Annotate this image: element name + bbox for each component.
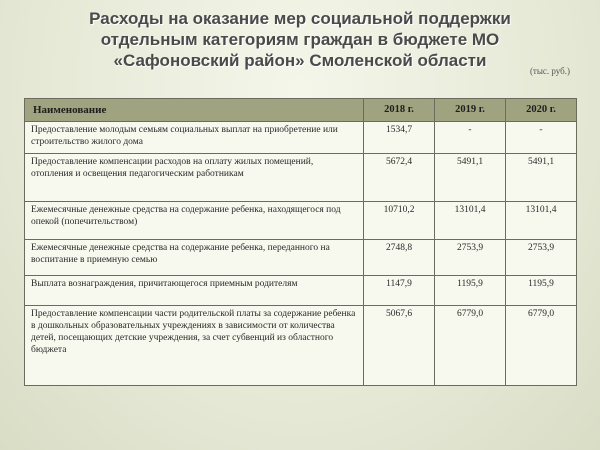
table-row bbox=[25, 276, 577, 306]
header-2019: 2019 г. bbox=[435, 99, 506, 122]
cell-2019: 13101,4 bbox=[435, 202, 506, 240]
cell-2020: 1195,9 bbox=[506, 276, 577, 306]
table-row bbox=[25, 240, 577, 276]
expenses-table bbox=[24, 98, 577, 386]
cell-2019: 5491,1 bbox=[435, 154, 506, 202]
cell-2020: 5491,1 bbox=[506, 154, 577, 202]
title-line-1: Расходы на оказание мер социальной поддержки bbox=[89, 9, 511, 28]
table-row bbox=[25, 122, 577, 154]
cell-2020: 13101,4 bbox=[506, 202, 577, 240]
title-line-2: отдельным категориям граждан в бюджете МО bbox=[100, 30, 500, 49]
page-title bbox=[60, 8, 540, 71]
header-2018: 2018 г. bbox=[364, 99, 435, 122]
cell-2019: 1195,9 bbox=[435, 276, 506, 306]
table-row bbox=[25, 306, 577, 386]
cell-2020: 2753,9 bbox=[506, 240, 577, 276]
row-name: Ежемесячные денежные средства на содержание ребенка, переданного на воспитание в приемную семью bbox=[25, 240, 364, 276]
title-line-3: «Сафоновский район» Смоленской области bbox=[113, 51, 487, 70]
cell-2019: - bbox=[435, 122, 506, 154]
cell-2018: 1534,7 bbox=[364, 122, 435, 154]
header-name: Наименование bbox=[25, 99, 364, 122]
unit-note: (тыс. руб.) bbox=[529, 66, 570, 76]
cell-2019: 6779,0 bbox=[435, 306, 506, 386]
cell-2020: - bbox=[506, 122, 577, 154]
table-row bbox=[25, 154, 577, 202]
cell-2018: 5672,4 bbox=[364, 154, 435, 202]
header-2020: 2020 г. bbox=[506, 99, 577, 122]
cell-2018: 10710,2 bbox=[364, 202, 435, 240]
cell-2018: 1147,9 bbox=[364, 276, 435, 306]
row-name: Предоставление компенсации части родительской платы за содержание ребенка в дошкольных образовательных учреждениях в зависимости от количества детей, посещающих детские учреждения, за счет субвенций из областного бюджета bbox=[25, 306, 364, 386]
cell-2020: 6779,0 bbox=[506, 306, 577, 386]
row-name: Выплата вознаграждения, причитающегося приемным родителям bbox=[25, 276, 364, 306]
row-name: Предоставление молодым семьям социальных выплат на приобретение или строительство жилого дома bbox=[25, 122, 364, 154]
cell-2019: 2753,9 bbox=[435, 240, 506, 276]
cell-2018: 2748,8 bbox=[364, 240, 435, 276]
table-row bbox=[25, 202, 577, 240]
row-name: Ежемесячные денежные средства на содержание ребенка, находящегося под опекой (попечительством) bbox=[25, 202, 364, 240]
row-name: Предоставление компенсации расходов на оплату жилых помещений, отопления и освещения педагогическим работникам bbox=[25, 154, 364, 202]
table-header-row bbox=[25, 99, 577, 122]
cell-2018: 5067,6 bbox=[364, 306, 435, 386]
